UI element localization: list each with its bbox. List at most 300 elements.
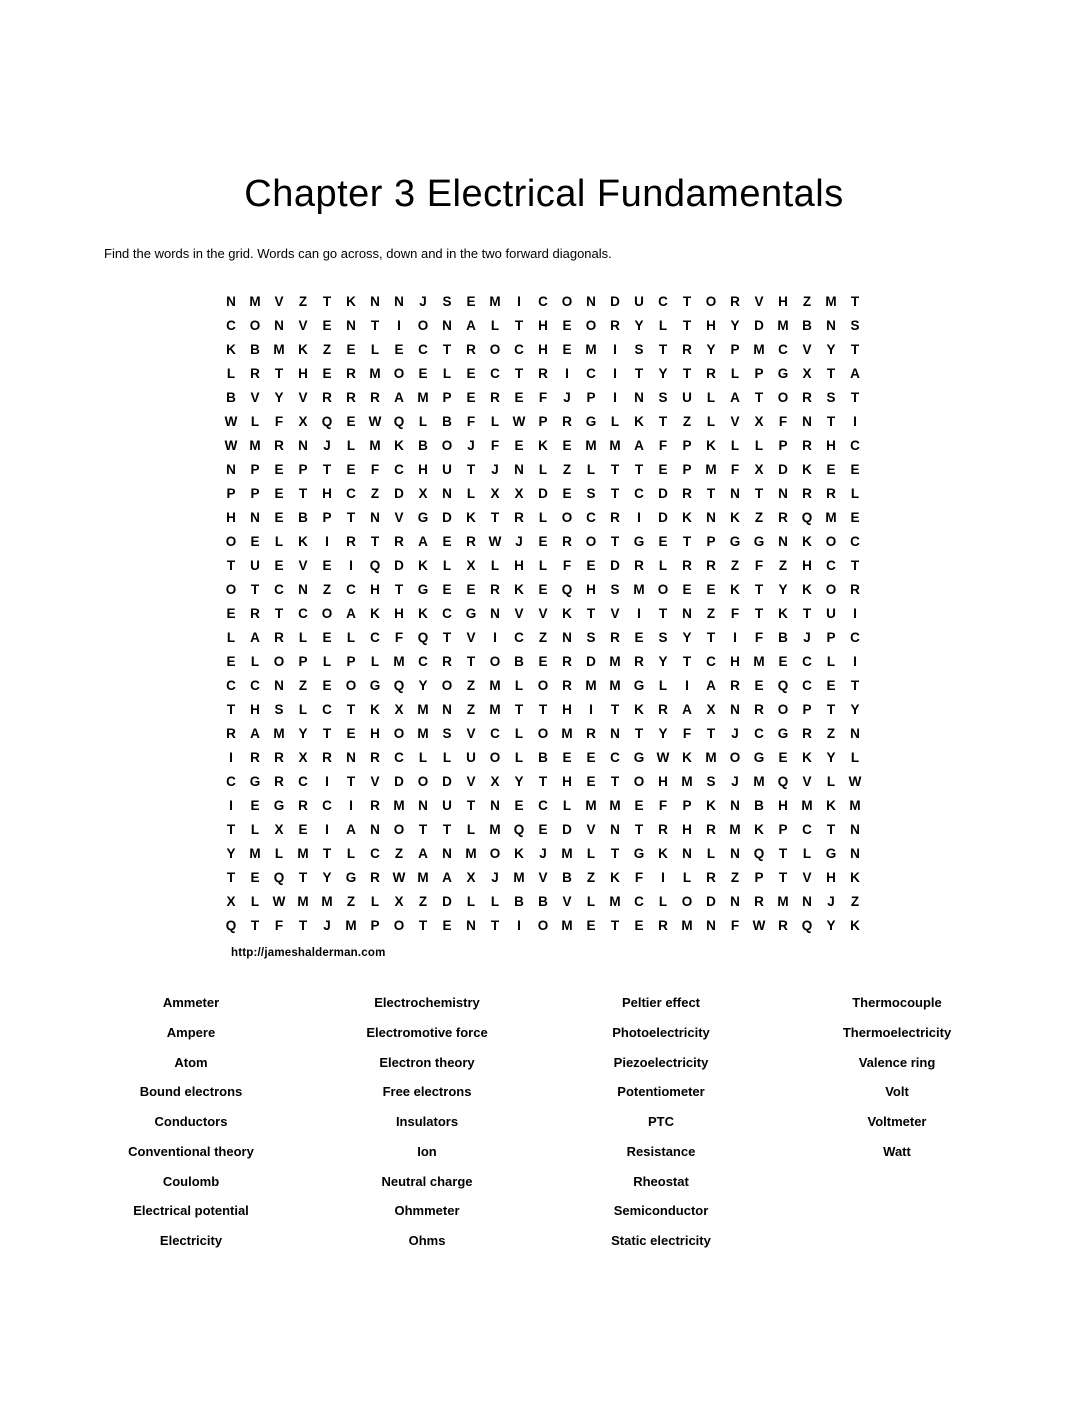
grid-letter: L [610,413,620,429]
grid-letter: R [562,413,572,429]
grid-letter: I [349,797,353,813]
grid-letter: H [802,557,812,573]
grid-letter: Z [538,629,548,645]
grid-letter: C [802,821,812,837]
grid-letter: V [298,317,308,333]
grid-letter: E [466,365,476,381]
grid-letter: N [562,629,572,645]
grid-letter: O [393,917,405,933]
grid-letter: X [490,773,500,789]
grid-letter: S [658,389,668,405]
grid-letter: R [850,581,860,597]
grid-letter: T [442,821,452,837]
grid-letter: M [393,797,405,813]
word-item: Thermoelectricity [842,1024,952,1040]
grid-letter: Q [753,845,765,861]
grid-letter: L [754,437,764,453]
grid-letter: O [633,773,645,789]
grid-letter: L [418,749,428,765]
grid-letter: V [394,509,404,525]
grid-letter: C [490,365,500,381]
grid-letter: M [585,677,597,693]
grid-letter: X [298,749,308,765]
grid-letter: T [706,629,716,645]
grid-letter: M [585,437,597,453]
grid-letter: M [465,845,477,861]
grid-letter: F [730,605,740,621]
word-item: Peltier effect [621,995,701,1010]
grid-letter: N [346,749,356,765]
grid-letter: U [466,749,476,765]
grid-letter: N [298,437,308,453]
grid-letter: O [561,509,573,525]
grid-letter: K [682,509,692,525]
grid-letter: Q [513,821,525,837]
grid-letter: G [753,749,765,765]
grid-letter: P [346,653,356,669]
grid-letter: A [466,317,476,333]
grid-letter: D [778,461,788,477]
grid-letter: Y [706,341,716,357]
grid-letter: A [250,725,260,741]
grid-letter: I [397,317,401,333]
word-item: Atom [174,1054,208,1070]
grid-letter: H [778,797,788,813]
grid-letter: X [514,485,524,501]
grid-letter: M [345,917,357,933]
grid-letter: Q [393,413,405,429]
grid-letter: G [417,509,429,525]
grid-letter: R [322,389,332,405]
grid-letter: V [802,773,812,789]
grid-letter: F [658,797,668,813]
grid-letter: R [274,437,284,453]
grid-letter: E [346,725,356,741]
grid-letter: D [394,485,404,501]
grid-letter: Q [801,917,813,933]
grid-letter: M [609,437,621,453]
grid-letter: S [610,581,620,597]
grid-letter: V [466,629,476,645]
grid-letter: H [562,701,572,717]
grid-letter: L [538,461,548,477]
grid-letter: L [658,317,668,333]
grid-letter: H [298,365,308,381]
grid-letter: W [224,413,238,429]
word-item: Conductors [154,1114,228,1129]
grid-letter: T [778,845,788,861]
grid-letter: K [658,845,668,861]
grid-letter: R [346,389,356,405]
grid-letter: Y [322,869,332,885]
grid-letter: Q [777,773,789,789]
word-list-column-4 [767,995,1027,1174]
grid-letter: Z [322,341,332,357]
grid-letter: L [466,821,476,837]
grid-letter: H [370,725,380,741]
grid-letter: C [538,797,548,813]
grid-letter: O [417,773,429,789]
grid-letter: B [562,869,572,885]
grid-letter: T [490,917,500,933]
grid-letter: C [250,677,260,693]
grid-letter: R [538,365,548,381]
grid-letter: G [777,365,789,381]
word-item: Piezoelectricity [613,1054,709,1070]
word-item: Ampere [166,1024,216,1040]
grid-letter: E [442,533,452,549]
grid-letter: A [634,437,644,453]
grid-letter: R [706,821,716,837]
grid-letter: J [491,461,499,477]
grid-letter: X [466,869,476,885]
grid-letter: Z [586,869,596,885]
grid-letter: L [298,701,308,717]
grid-letter: W [392,869,406,885]
grid-letter: E [586,749,596,765]
grid-letter: H [730,653,740,669]
grid-letter: U [442,461,452,477]
word-item: Coulomb [162,1173,220,1189]
grid-letter: F [778,413,788,429]
grid-letter: N [250,509,260,525]
grid-letter: I [349,557,353,573]
grid-letter: N [370,509,380,525]
grid-letter: M [489,293,501,309]
grid-letter: E [322,557,332,573]
grid-letter: K [730,509,740,525]
grid-letter: R [442,653,452,669]
word-list-column-1 [60,995,322,1263]
grid-letter: M [753,341,765,357]
grid-letter: G [633,677,645,693]
grid-letter: R [490,389,500,405]
grid-letter: I [853,653,857,669]
grid-letter: T [706,725,716,741]
grid-letter: F [274,413,284,429]
grid-letter: F [394,629,404,645]
grid-letter: C [514,341,524,357]
grid-letter: C [634,485,644,501]
grid-letter: D [394,557,404,573]
grid-letter: Z [298,293,308,309]
grid-letter: Z [466,677,476,693]
grid-letter: A [682,701,692,717]
grid-letter: Z [730,557,740,573]
instruction-text: Find the words in the grid. Words can go across, down and in the two forward diagonals. [104,246,612,261]
grid-letter: O [777,389,789,405]
grid-letter: E [538,821,548,837]
grid-letter: F [490,437,500,453]
grid-letter: K [466,509,476,525]
grid-letter: L [274,533,284,549]
grid-letter: T [442,629,452,645]
grid-letter: T [658,605,668,621]
grid-letter: N [346,317,356,333]
grid-letter: M [489,677,501,693]
grid-letter: Z [778,557,788,573]
grid-letter: T [370,317,380,333]
word-item: Electrochemistry [374,995,480,1010]
grid-letter: V [250,389,260,405]
grid-letter: C [274,581,284,597]
grid-letter: E [586,557,596,573]
grid-letter: T [610,485,620,501]
grid-letter: E [322,629,332,645]
grid-letter: R [370,869,380,885]
grid-letter: D [658,509,668,525]
grid-letter: K [394,437,404,453]
grid-letter: E [298,821,308,837]
grid-letter: R [802,389,812,405]
grid-letter: N [730,845,740,861]
grid-letter: H [250,701,260,717]
grid-letter: M [585,341,597,357]
grid-letter: T [274,605,284,621]
grid-letter: T [466,461,476,477]
grid-letter: T [250,917,260,933]
grid-letter: C [322,797,332,813]
grid-letter: R [682,485,692,501]
page-title: Chapter 3 Electrical Fundamentals [244,173,844,216]
grid-letter: K [538,437,548,453]
grid-letter: C [298,605,308,621]
grid-letter: J [731,725,739,741]
grid-letter: I [613,389,617,405]
grid-letter: P [442,389,452,405]
grid-letter: L [562,797,572,813]
word-item: Voltmeter [867,1114,927,1129]
grid-letter: Q [273,869,285,885]
grid-letter: O [417,317,429,333]
grid-letter: T [514,365,524,381]
grid-letter: Q [321,413,333,429]
word-item: Ohms [408,1233,446,1248]
grid-letter: S [586,629,596,645]
grid-letter: R [682,557,692,573]
grid-letter: X [394,701,404,717]
grid-letter: E [346,341,356,357]
word-item: Electron theory [379,1054,475,1070]
grid-letter: B [514,893,524,909]
grid-letter: H [322,485,332,501]
word-item: Neutral charge [381,1173,473,1189]
grid-letter: Y [730,317,740,333]
grid-letter: P [298,653,308,669]
grid-letter: V [754,293,764,309]
grid-letter: Q [561,581,573,597]
grid-letter: K [514,845,524,861]
grid-letter: D [754,317,764,333]
grid-letter: C [322,701,332,717]
grid-letter: E [466,581,476,597]
grid-letter: A [346,821,356,837]
grid-letter: V [538,605,548,621]
grid-letter: G [465,605,477,621]
grid-letter: T [850,677,860,693]
grid-letter: R [730,293,740,309]
grid-letter: L [538,509,548,525]
grid-letter: L [850,749,860,765]
grid-letter: I [613,365,617,381]
grid-letter: B [538,893,548,909]
grid-letter: W [368,413,382,429]
word-item: Rheostat [633,1173,689,1189]
grid-letter: L [850,485,860,501]
grid-letter: M [249,437,261,453]
grid-letter: R [658,821,668,837]
grid-letter: N [850,845,860,861]
grid-letter: T [802,605,812,621]
grid-letter: M [825,293,837,309]
grid-letter: R [586,725,596,741]
grid-letter: K [850,917,860,933]
grid-letter: C [850,437,860,453]
grid-letter: K [298,341,308,357]
grid-letter: U [634,293,644,309]
grid-letter: E [250,797,260,813]
grid-letter: L [802,845,812,861]
grid-letter: E [514,797,524,813]
grid-letter: T [490,509,500,525]
grid-letter: M [777,317,789,333]
grid-letter: E [562,437,572,453]
grid-letter: B [514,653,524,669]
grid-letter: C [298,773,308,789]
grid-letter: T [610,533,620,549]
grid-letter: R [250,605,260,621]
grid-letter: E [706,581,716,597]
grid-letter: H [562,773,572,789]
grid-letter: I [589,701,593,717]
grid-letter: T [754,605,764,621]
grid-letter: N [850,725,860,741]
grid-letter: M [249,845,261,861]
grid-letter: R [610,509,620,525]
grid-letter: M [417,389,429,405]
grid-letter: O [489,749,501,765]
grid-letter: L [442,749,452,765]
grid-letter: D [442,893,452,909]
grid-letter: Y [226,845,236,861]
grid-letter: X [274,821,284,837]
grid-letter: Q [225,917,237,933]
grid-letter: E [250,533,260,549]
word-item: Resistance [626,1143,696,1159]
grid-letter: O [537,917,549,933]
grid-letter: T [826,365,836,381]
grid-letter: O [225,581,237,597]
grid-letter: E [562,485,572,501]
word-item: Thermocouple [852,995,942,1010]
grid-letter: G [633,749,645,765]
grid-letter: H [586,581,596,597]
grid-letter: T [682,317,692,333]
grid-letter: C [394,461,404,477]
grid-letter: K [682,749,692,765]
grid-letter: Y [514,773,524,789]
word-item: Free electrons [382,1084,472,1100]
grid-letter: E [538,653,548,669]
grid-letter: K [634,701,644,717]
grid-letter: Z [754,509,764,525]
grid-letter: N [778,533,788,549]
grid-letter: R [298,797,308,813]
grid-letter: O [489,341,501,357]
grid-letter: D [586,653,596,669]
grid-letter: R [754,701,764,717]
grid-letter: P [778,821,788,837]
grid-letter: G [777,725,789,741]
grid-letter: C [490,725,500,741]
grid-letter: I [853,605,857,621]
word-item: Electromotive force [366,1024,488,1040]
grid-letter: L [658,677,668,693]
grid-letter: T [322,293,332,309]
grid-letter: K [826,797,836,813]
grid-letter: C [394,749,404,765]
grid-letter: H [418,461,428,477]
grid-letter: O [585,533,597,549]
grid-letter: I [493,629,497,645]
grid-letter: B [802,317,812,333]
grid-letter: R [346,365,356,381]
grid-letter: N [370,821,380,837]
grid-letter: R [346,533,356,549]
grid-letter: K [754,821,764,837]
grid-letter: X [490,485,500,501]
grid-letter: P [298,461,308,477]
grid-letter: A [250,629,260,645]
grid-letter: E [634,917,644,933]
grid-letter: X [418,485,428,501]
grid-letter: L [466,485,476,501]
grid-letter: E [442,581,452,597]
grid-letter: P [250,485,260,501]
grid-letter: R [610,317,620,333]
grid-letter: M [705,461,717,477]
grid-letter: F [466,413,476,429]
grid-letter: T [346,701,356,717]
grid-letter: F [274,917,284,933]
grid-letter: U [442,797,452,813]
grid-letter: Z [298,677,308,693]
grid-letter: N [274,677,284,693]
grid-letter: C [442,605,452,621]
grid-letter: R [658,917,668,933]
grid-letter: G [729,533,741,549]
grid-letter: N [802,413,812,429]
grid-letter: J [491,869,499,885]
grid-letter: N [682,605,692,621]
grid-letter: E [586,917,596,933]
grid-letter: Z [706,605,716,621]
grid-letter: N [226,293,236,309]
grid-letter: I [517,917,521,933]
grid-letter: T [778,869,788,885]
grid-letter: R [682,341,692,357]
grid-letter: V [802,341,812,357]
grid-letter: E [274,509,284,525]
grid-letter: W [272,893,286,909]
word-item: Valence ring [858,1054,936,1070]
grid-letter: F [730,917,740,933]
grid-letter: C [850,533,860,549]
grid-letter: E [778,653,788,669]
grid-letter: N [394,293,404,309]
grid-letter: M [753,773,765,789]
grid-letter: R [322,749,332,765]
